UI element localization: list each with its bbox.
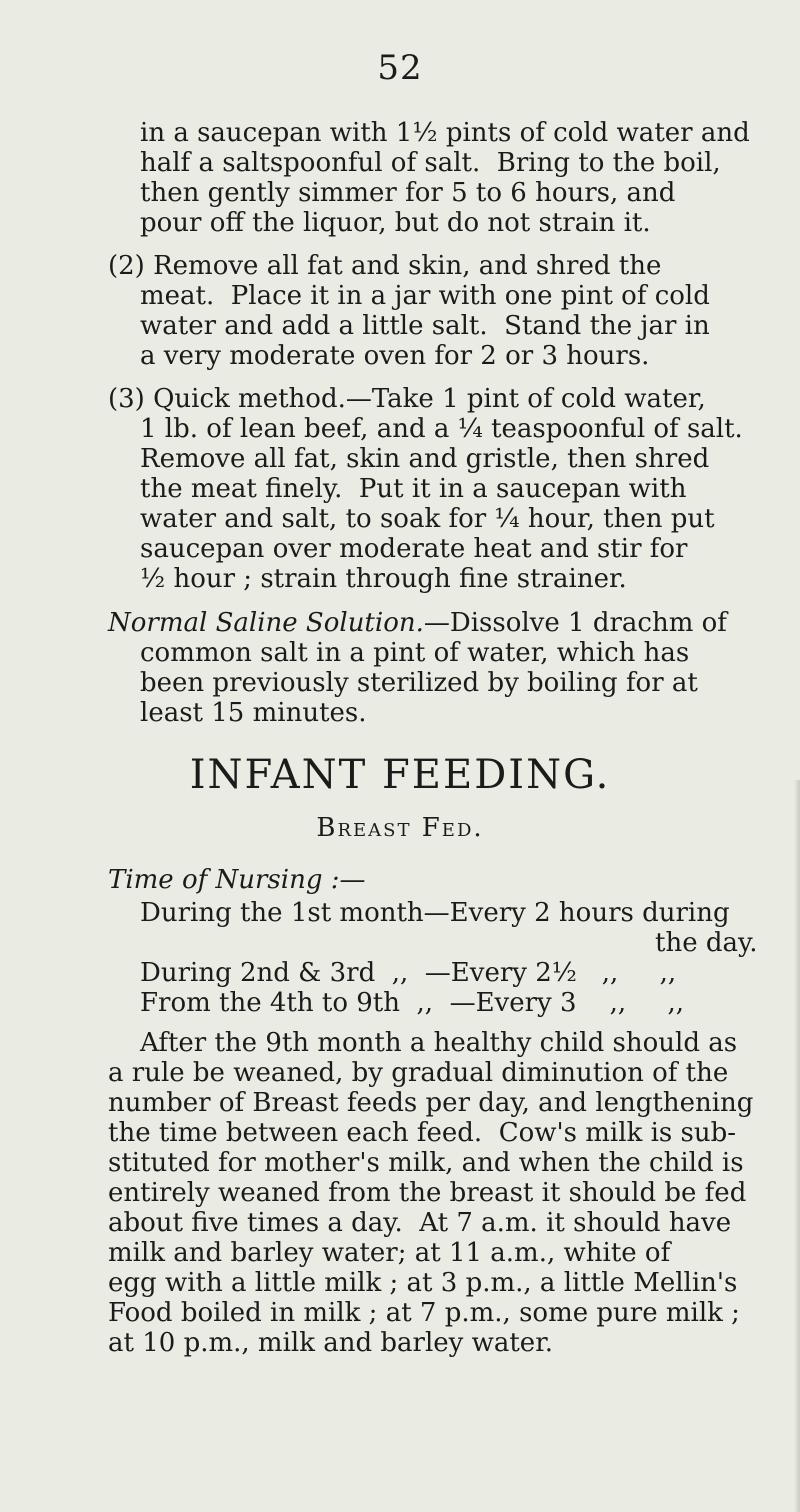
text-line: a rule be weaned, by gradual diminution of the [108,1058,729,1088]
section-heading: INFANT FEEDING. [189,752,611,798]
text-line: the meat finely. Put it in a saucepan with [140,474,687,504]
nursing-time-heading: Time of Nursing :— [108,865,366,895]
normal-saline-heading: Normal Saline Solution. [108,608,424,638]
page-edge-shadow [794,780,800,1512]
text-line: pour off the liquor, but do not strain it. [140,208,651,238]
text-line: milk and barley water; at 11 a.m., white of [108,1238,671,1268]
normal-saline-line [108,608,727,638]
schedule-row: From the 4th to 9th ,, —Every 3 ,, ,, [140,988,684,1018]
text-line: at 10 p.m., milk and barley water. [108,1328,554,1358]
subsection-heading: Breast Fed. [316,813,484,843]
text-line: the time between each feed. Cow's milk is sub- [108,1118,737,1148]
text-line: egg with a little milk ; at 3 p.m., a little Mellin's [108,1268,738,1298]
text-line: ½ hour ; strain through fine strainer. [140,564,627,594]
text-line: in a saucepan with 1½ pints of cold water and [140,118,750,148]
text-line: water and salt, to soak for ¼ hour, then put [140,504,715,534]
page-number: 52 [377,48,423,88]
text-line: stituted for mother's milk, and when the child is [108,1148,744,1178]
schedule-row: During 2nd & 3rd ,, —Every 2½ ,, ,, [140,958,677,988]
text-line-continuation: —Dissolve 1 drachm of [423,608,727,638]
text-line: meat. Place it in a jar with one pint of cold [140,281,710,311]
schedule-row-continuation: the day. [655,928,758,958]
text-line: half a saltspoonful of salt. Bring to the boil, [140,148,721,178]
text-line: common salt in a pint of water, which has [140,638,690,668]
text-line: Food boiled in milk ; at 7 p.m., some pure milk ; [108,1298,740,1328]
text-line: Remove all fat, skin and gristle, then shred [140,444,710,474]
text-line: about five times a day. At 7 a.m. it should have [108,1208,732,1238]
text-line: number of Breast feeds per day, and lengthening [108,1088,754,1118]
text-line: (2) Remove all fat and skin, and shred the [108,251,662,281]
text-line: least 15 minutes. [140,698,367,728]
text-line: 1 lb. of lean beef, and a ¼ teaspoonful of salt. [140,414,743,444]
schedule-row: During the 1st month—Every 2 hours during [140,898,730,928]
text-line: After the 9th month a healthy child should as [140,1028,738,1058]
text-line: entirely weaned from the breast it should be fed [108,1178,747,1208]
text-line: water and add a little salt. Stand the jar in [140,311,710,341]
text-line: a very moderate oven for 2 or 3 hours. [140,341,650,371]
text-line: then gently simmer for 5 to 6 hours, and [140,178,676,208]
text-line: (3) Quick method.—Take 1 pint of cold water, [108,384,706,414]
text-line: been previously sterilized by boiling for at [140,668,698,698]
text-line: saucepan over moderate heat and stir for [140,534,688,564]
